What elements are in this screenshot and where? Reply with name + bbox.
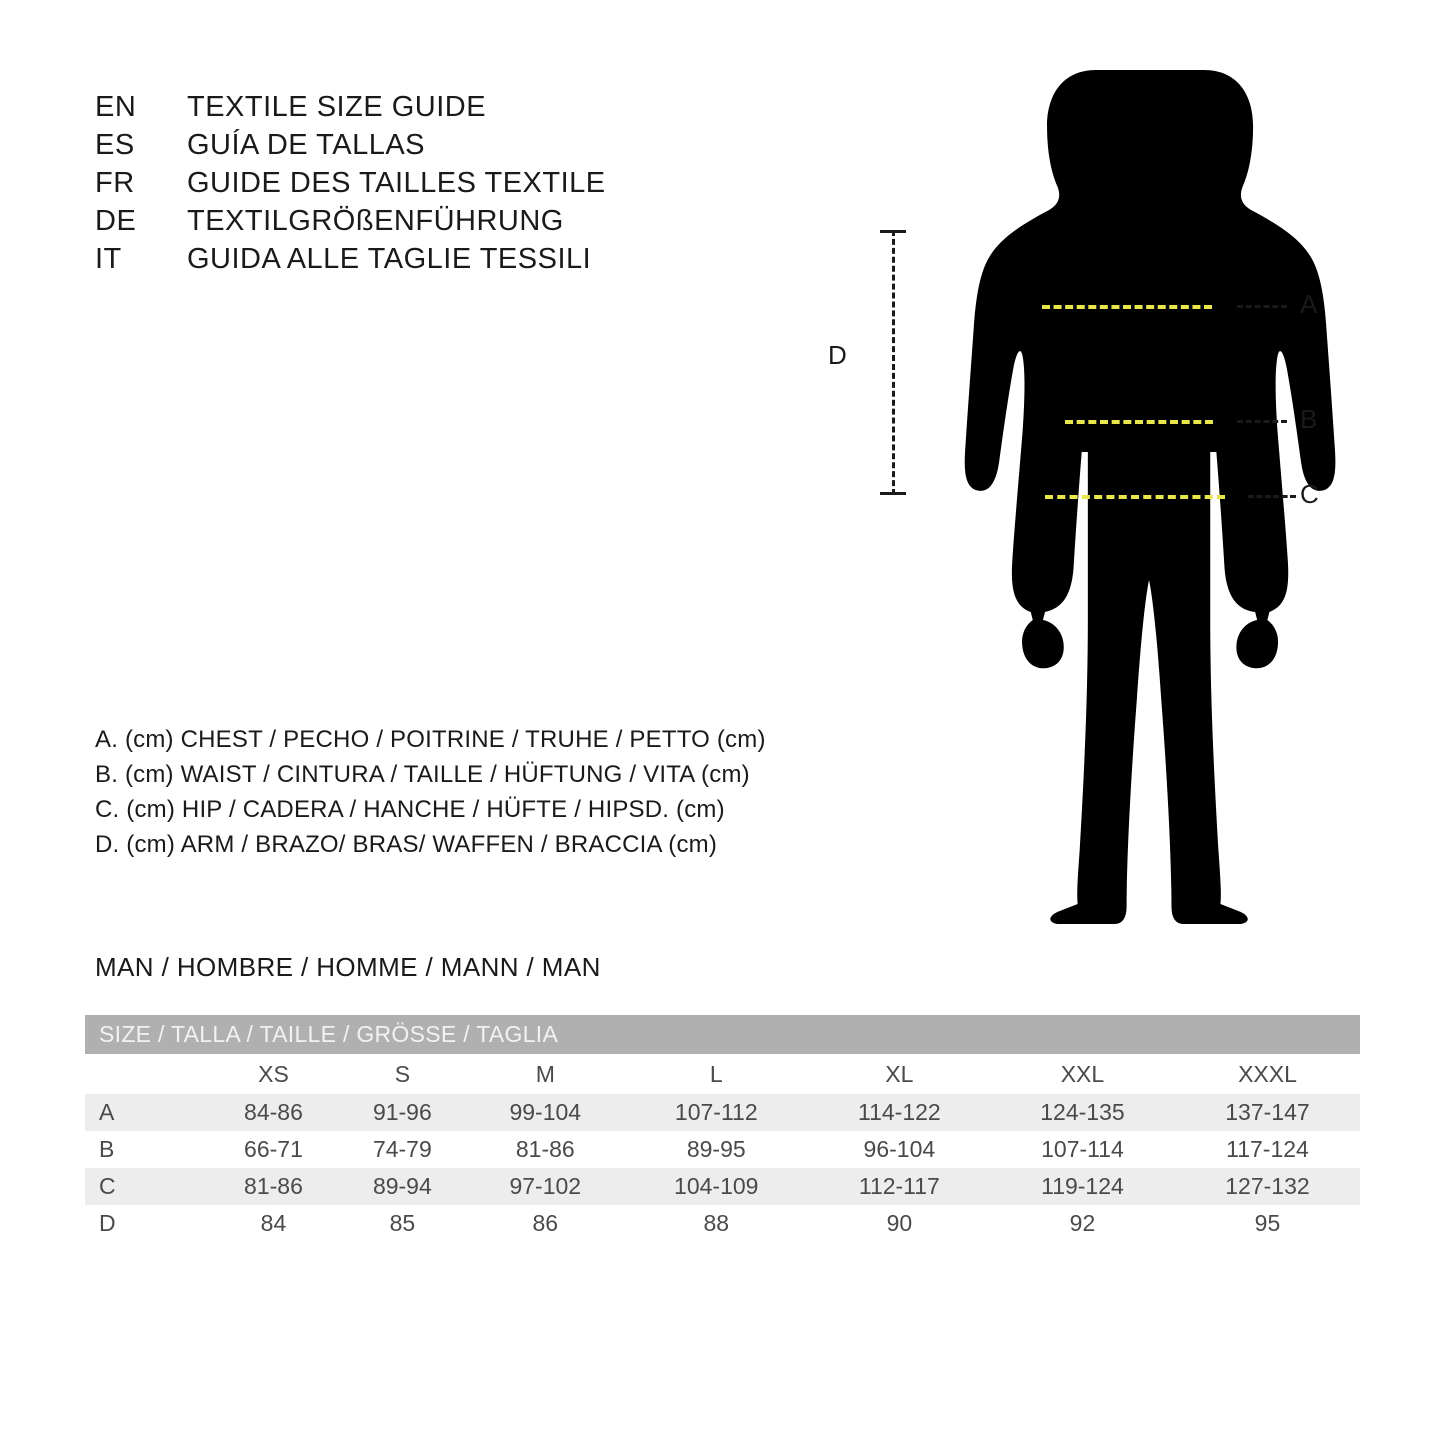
male-body-silhouette-icon <box>810 60 1410 940</box>
language-title: TEXTILGRÖßENFÜHRUNG <box>187 205 564 237</box>
measure-c-dash <box>1045 495 1225 499</box>
table-header-row <box>85 1054 1360 1094</box>
column-header-m: M <box>467 1054 624 1094</box>
row-label-c: C <box>85 1168 209 1205</box>
column-header-l: L <box>624 1054 809 1094</box>
cell-c-l: 104-109 <box>624 1168 809 1205</box>
measure-b-dash <box>1065 420 1213 424</box>
legend-line-b: B. (cm) WAIST / CINTURA / TAILLE / HÜFTUNG / VITA (cm) <box>95 761 750 788</box>
row-label-b: B <box>85 1131 209 1168</box>
table-row <box>85 1094 1360 1131</box>
language-row <box>95 126 715 164</box>
measure-b-leader <box>1237 420 1287 423</box>
language-title: GUÍA DE TALLAS <box>187 129 426 161</box>
language-row <box>95 202 715 240</box>
measure-c-leader <box>1248 495 1296 498</box>
cell-c-xxl: 119-124 <box>990 1168 1175 1205</box>
measure-d-bracket <box>828 230 916 495</box>
language-code: ES <box>95 129 135 161</box>
cell-a-xl: 114-122 <box>809 1094 990 1131</box>
table-row <box>85 1168 1360 1205</box>
legend-line-c: C. (cm) HIP / CADERA / HANCHE / HÜFTE / HIPSD. (cm) <box>95 796 725 823</box>
cell-a-s: 91-96 <box>338 1094 467 1131</box>
column-header-xs: XS <box>209 1054 338 1094</box>
cell-c-xl: 112-117 <box>809 1168 990 1205</box>
legend-line-d: D. (cm) ARM / BRAZO/ BRAS/ WAFFEN / BRACCIA (cm) <box>95 831 718 858</box>
cell-b-xl: 96-104 <box>809 1131 990 1168</box>
column-header-xl: XL <box>809 1054 990 1094</box>
row-label-a: A <box>85 1094 209 1131</box>
cell-b-xxxl: 117-124 <box>1175 1131 1360 1168</box>
column-header-blank <box>85 1054 209 1094</box>
size-chart-table <box>85 1015 1360 1242</box>
table-row <box>85 1205 1360 1242</box>
column-header-s: S <box>338 1054 467 1094</box>
cell-b-xxl: 107-114 <box>990 1131 1175 1168</box>
cell-d-s: 85 <box>338 1205 467 1242</box>
language-title: TEXTILE SIZE GUIDE <box>187 91 487 123</box>
cell-b-s: 74-79 <box>338 1131 467 1168</box>
language-row <box>95 164 715 202</box>
cell-d-xxxl: 95 <box>1175 1205 1360 1242</box>
measure-a-leader <box>1237 305 1287 308</box>
table-row <box>85 1131 1360 1168</box>
language-code: EN <box>95 91 137 123</box>
measure-c-label: C <box>1300 479 1319 509</box>
table-title: SIZE / TALLA / TAILLE / GRÖSSE / TAGLIA <box>85 1015 1360 1054</box>
row-label-d: D <box>85 1205 209 1242</box>
language-title: GUIDE DES TAILLES TEXTILE <box>187 167 606 199</box>
cell-d-xxl: 92 <box>990 1205 1175 1242</box>
measure-d-label: D <box>828 340 847 370</box>
language-row <box>95 88 715 126</box>
cell-a-xxxl: 137-147 <box>1175 1094 1360 1131</box>
cell-d-xl: 90 <box>809 1205 990 1242</box>
language-code: DE <box>95 205 137 237</box>
measure-d-line <box>892 230 895 495</box>
column-header-xxxl: XXXL <box>1175 1054 1360 1094</box>
language-code: IT <box>95 243 122 275</box>
cell-b-xs: 66-71 <box>209 1131 338 1168</box>
cell-d-l: 88 <box>624 1205 809 1242</box>
legend-line-a: A. (cm) CHEST / PECHO / POITRINE / TRUHE / PETTO (cm) <box>95 726 766 753</box>
language-row <box>95 240 715 278</box>
gender-section-label: MAN / HOMBRE / HOMME / MANN / MAN <box>95 952 601 982</box>
column-header-xxl: XXL <box>990 1054 1175 1094</box>
body-measurement-diagram <box>810 60 1410 940</box>
cell-c-xxxl: 127-132 <box>1175 1168 1360 1205</box>
cell-c-m: 97-102 <box>467 1168 624 1205</box>
cell-a-xxl: 124-135 <box>990 1094 1175 1131</box>
language-title: GUIDA ALLE TAGLIE TESSILI <box>187 243 592 275</box>
cell-a-m: 99-104 <box>467 1094 624 1131</box>
cell-d-m: 86 <box>467 1205 624 1242</box>
measure-a-label: A <box>1300 289 1318 319</box>
measure-d-cap-bottom <box>880 492 906 495</box>
cell-a-l: 107-112 <box>624 1094 809 1131</box>
measurement-legend <box>95 722 815 862</box>
measure-a-dash <box>1042 305 1212 309</box>
cell-d-xs: 84 <box>209 1205 338 1242</box>
language-code: FR <box>95 167 135 199</box>
table-title-row <box>85 1015 1360 1054</box>
cell-c-xs: 81-86 <box>209 1168 338 1205</box>
language-title-block <box>95 88 715 278</box>
cell-b-l: 89-95 <box>624 1131 809 1168</box>
cell-b-m: 81-86 <box>467 1131 624 1168</box>
cell-c-s: 89-94 <box>338 1168 467 1205</box>
cell-a-xs: 84-86 <box>209 1094 338 1131</box>
measure-b-label: B <box>1300 404 1318 434</box>
